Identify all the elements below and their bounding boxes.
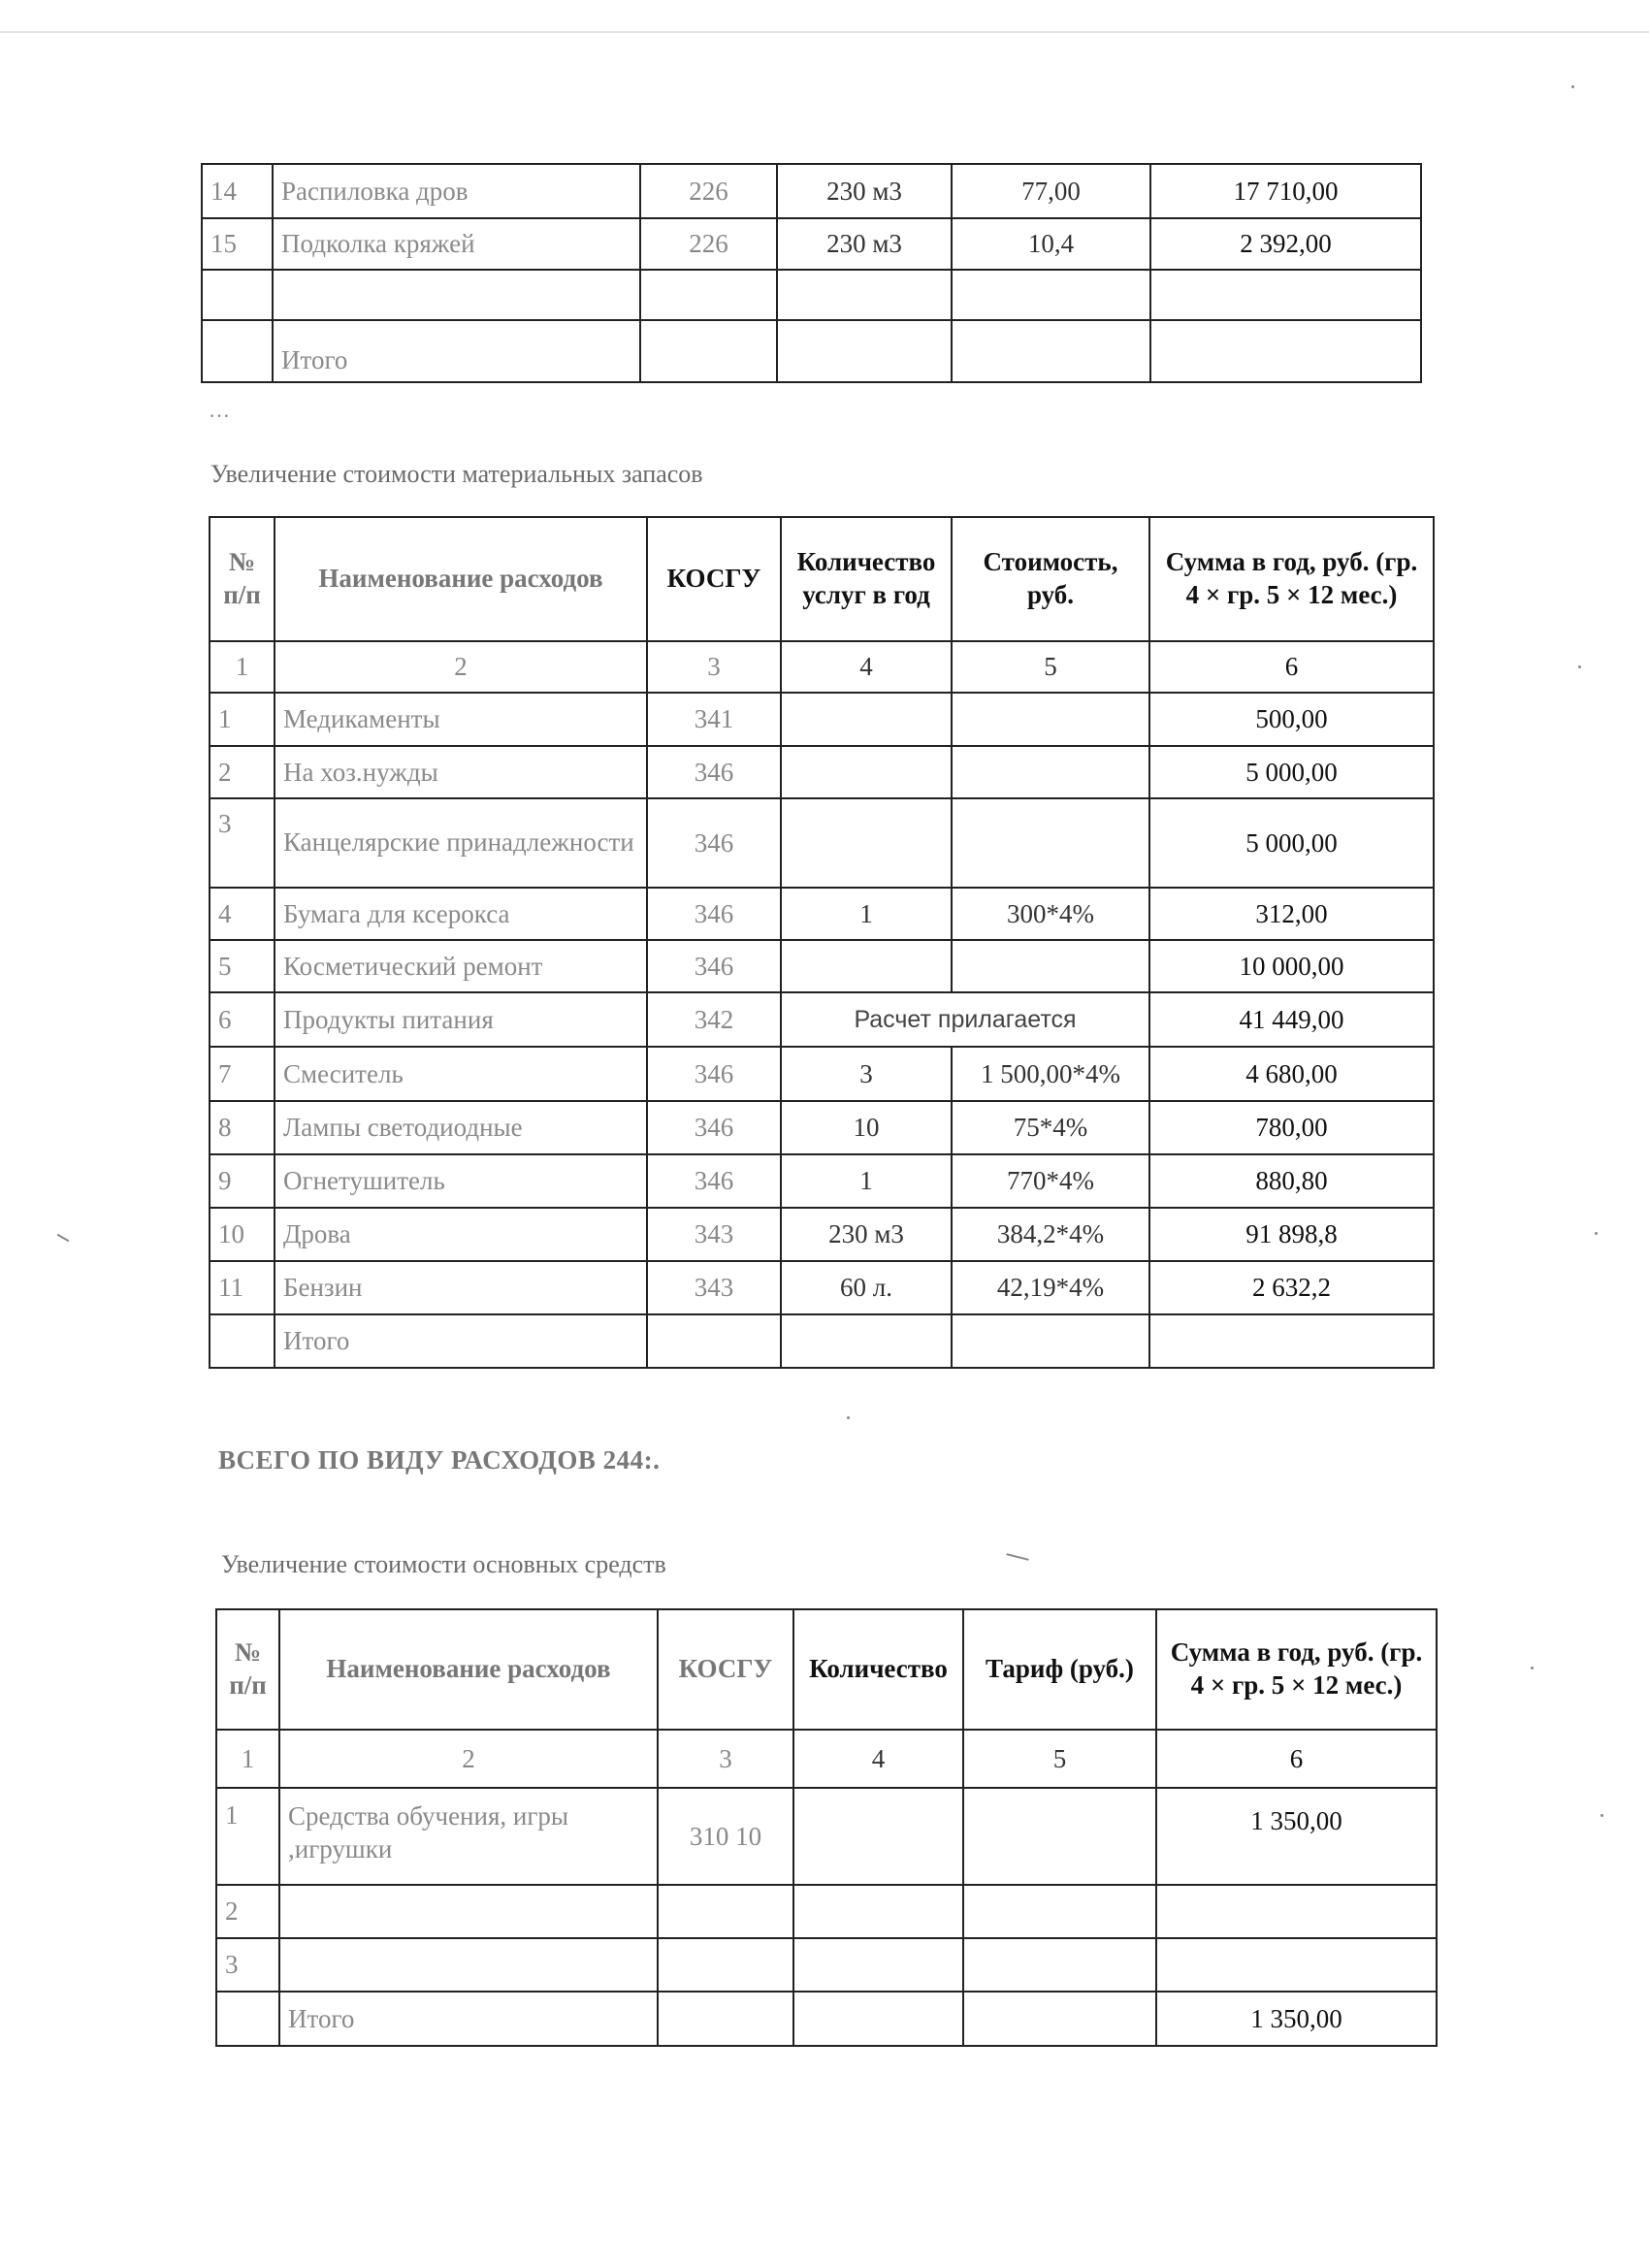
total-row	[202, 320, 1421, 382]
expense-name: Средства обучения, игры ,игрушки	[279, 1788, 658, 1885]
column-number-row	[210, 641, 1434, 693]
scan-speck	[1531, 1667, 1534, 1669]
kosgu-cell: 342	[647, 992, 781, 1047]
quantity-cell: 1	[781, 1154, 952, 1208]
table-row	[210, 940, 1434, 992]
quantity-cell	[781, 693, 952, 746]
row-number: 3	[216, 1938, 279, 1992]
kosgu-cell	[658, 1885, 793, 1938]
expense-name: Подколка кряжей	[273, 218, 640, 270]
scan-speck	[1578, 665, 1581, 668]
scan-speck	[1571, 85, 1574, 88]
table-row	[210, 746, 1434, 798]
row-number: 1	[210, 693, 275, 746]
price-cell	[952, 270, 1150, 320]
row-number: 2	[210, 746, 275, 798]
quantity-cell	[793, 1938, 963, 1992]
quantity-cell	[781, 798, 952, 888]
sum-cell: 4 680,00	[1149, 1047, 1434, 1101]
price-cell: 1 500,00*4%	[952, 1047, 1149, 1101]
kosgu-cell: 346	[647, 1101, 781, 1154]
table-row	[216, 1788, 1437, 1885]
quantity-cell	[781, 746, 952, 798]
sum-cell: 1 350,00	[1156, 1992, 1437, 2046]
price-cell: 384,2*4%	[952, 1208, 1149, 1261]
ellipsis-mark: …	[209, 398, 230, 422]
quantity-cell	[793, 1788, 963, 1885]
expense-name: Бумага для ксерокса	[275, 888, 647, 940]
price-cell: 10,4	[952, 218, 1150, 270]
header-quantity: Количество	[793, 1609, 963, 1730]
sum-cell: 5 000,00	[1149, 746, 1434, 798]
quantity-cell: 230 м3	[781, 1208, 952, 1261]
row-number: 4	[210, 888, 275, 940]
kosgu-cell: 346	[647, 1047, 781, 1101]
header-row	[210, 517, 1434, 641]
kosgu-cell: 310 10	[658, 1788, 793, 1885]
sum-cell: 41 449,00	[1149, 992, 1434, 1047]
expense-name	[279, 1885, 658, 1938]
header-sum: Сумма в год, руб. (гр. 4 × гр. 5 × 12 мес.)	[1156, 1609, 1437, 1730]
row-number	[202, 270, 273, 320]
total-expense-type-244: ВСЕГО ПО ВИДУ РАСХОДОВ 244:.	[218, 1445, 661, 1474]
kosgu-cell	[647, 1314, 781, 1368]
row-number: 3	[210, 798, 275, 888]
sum-cell: 5 000,00	[1149, 798, 1434, 888]
column-number: 2	[275, 641, 647, 693]
expense-name: Медикаменты	[275, 693, 647, 746]
quantity-cell	[777, 320, 952, 382]
sum-cell: 880,80	[1149, 1154, 1434, 1208]
price-cell	[952, 1314, 1149, 1368]
row-number: 6	[210, 992, 275, 1047]
table-row	[210, 798, 1434, 888]
expense-name: Дрова	[275, 1208, 647, 1261]
kosgu-cell: 346	[647, 746, 781, 798]
expense-name: Распиловка дров	[273, 164, 640, 218]
row-number	[216, 1992, 279, 2046]
tariff-cell	[963, 1885, 1156, 1938]
sum-cell: 1 350,00	[1156, 1788, 1437, 1885]
scan-stroke	[56, 1234, 69, 1243]
kosgu-cell	[658, 1992, 793, 2046]
row-number: 1	[216, 1788, 279, 1885]
column-number: 6	[1149, 641, 1434, 693]
price-cell	[952, 693, 1149, 746]
header-quantity: Количество услуг в год	[781, 517, 952, 641]
column-number: 1	[210, 641, 275, 693]
header-number: № п/п	[216, 1609, 279, 1730]
sum-cell: 312,00	[1149, 888, 1434, 940]
expense-name: Смеситель	[275, 1047, 647, 1101]
table-row	[210, 1261, 1434, 1314]
row-number: 11	[210, 1261, 275, 1314]
column-number: 5	[952, 641, 1149, 693]
table-row	[210, 693, 1434, 746]
expense-name: Канцелярские принадлежности	[275, 798, 647, 888]
column-number-row	[216, 1730, 1437, 1788]
row-number	[202, 320, 273, 382]
quantity-cell	[793, 1992, 963, 2046]
header-kosgu: КОСГУ	[658, 1609, 793, 1730]
row-number	[210, 1314, 275, 1368]
sum-cell: 17 710,00	[1150, 164, 1421, 218]
quantity-cell: 230 м3	[777, 164, 952, 218]
quantity-cell: 3	[781, 1047, 952, 1101]
header-number: № п/п	[210, 517, 275, 641]
row-number: 14	[202, 164, 273, 218]
total-label: Итого	[273, 320, 640, 382]
quantity-cell: 60 л.	[781, 1261, 952, 1314]
quantity-cell	[781, 940, 952, 992]
sum-cell	[1156, 1938, 1437, 1992]
sum-cell: 10 000,00	[1149, 940, 1434, 992]
sum-cell	[1150, 320, 1421, 382]
header-kosgu: КОСГУ	[647, 517, 781, 641]
table-row	[210, 1208, 1434, 1261]
kosgu-cell: 346	[647, 1154, 781, 1208]
header-row	[216, 1609, 1437, 1730]
sum-cell: 91 898,8	[1149, 1208, 1434, 1261]
sum-cell	[1156, 1885, 1437, 1938]
column-number: 4	[793, 1730, 963, 1788]
header-price: Стоимость, руб.	[952, 517, 1149, 641]
tariff-cell	[963, 1788, 1156, 1885]
total-row	[210, 1314, 1434, 1368]
scan-edge-line	[0, 31, 1649, 33]
total-row	[216, 1992, 1437, 2046]
scan-speck	[1600, 1814, 1603, 1817]
kosgu-cell: 226	[640, 164, 777, 218]
expense-name: Продукты питания	[275, 992, 647, 1047]
kosgu-cell: 341	[647, 693, 781, 746]
table-row	[216, 1885, 1437, 1938]
tariff-cell	[963, 1992, 1156, 2046]
materials-heading: Увеличение стоимости материальных запасов	[210, 460, 703, 488]
price-cell: 300*4%	[952, 888, 1149, 940]
kosgu-cell	[640, 270, 777, 320]
table-row	[210, 1154, 1434, 1208]
price-cell: 42,19*4%	[952, 1261, 1149, 1314]
header-tariff: Тариф (руб.)	[963, 1609, 1156, 1730]
total-label: Итого	[275, 1314, 647, 1368]
fixed-assets-table	[215, 1608, 1438, 2047]
quantity-cell: 1	[781, 888, 952, 940]
sum-cell: 2 632,2	[1149, 1261, 1434, 1314]
header-sum: Сумма в год, руб. (гр. 4 × гр. 5 × 12 мес.)	[1149, 517, 1434, 641]
price-cell	[952, 746, 1149, 798]
column-number: 1	[216, 1730, 279, 1788]
expense-name: Огнетушитель	[275, 1154, 647, 1208]
table-row	[210, 1047, 1434, 1101]
kosgu-cell: 346	[647, 940, 781, 992]
expense-name: Бензин	[275, 1261, 647, 1314]
column-number: 6	[1156, 1730, 1437, 1788]
quantity-cell: 10	[781, 1101, 952, 1154]
kosgu-cell: 226	[640, 218, 777, 270]
fixed-assets-heading: Увеличение стоимости основных средств	[221, 1550, 666, 1578]
header-name: Наименование расходов	[275, 517, 647, 641]
table-row	[202, 270, 1421, 320]
calculation-attached-note: Расчет прилагается	[781, 992, 1149, 1047]
scan-stroke	[1006, 1553, 1029, 1561]
scan-speck	[1595, 1232, 1598, 1235]
row-number: 2	[216, 1885, 279, 1938]
total-label: Итого	[279, 1992, 658, 2046]
kosgu-cell: 346	[647, 888, 781, 940]
expense-name	[273, 270, 640, 320]
scan-speck	[847, 1416, 850, 1419]
kosgu-cell: 346	[647, 798, 781, 888]
column-number: 3	[658, 1730, 793, 1788]
table-row	[210, 992, 1434, 1047]
table-row	[202, 164, 1421, 218]
price-cell	[952, 940, 1149, 992]
price-cell	[952, 798, 1149, 888]
quantity-cell	[781, 1314, 952, 1368]
sum-cell	[1150, 270, 1421, 320]
kosgu-cell: 343	[647, 1261, 781, 1314]
expense-name: На хоз.нужды	[275, 746, 647, 798]
table-row	[202, 218, 1421, 270]
quantity-cell: 230 м3	[777, 218, 952, 270]
table-row	[210, 888, 1434, 940]
price-cell: 770*4%	[952, 1154, 1149, 1208]
sum-cell: 780,00	[1149, 1101, 1434, 1154]
kosgu-cell: 343	[647, 1208, 781, 1261]
row-number: 8	[210, 1101, 275, 1154]
header-name: Наименование расходов	[279, 1609, 658, 1730]
tariff-cell	[963, 1938, 1156, 1992]
quantity-cell	[793, 1885, 963, 1938]
kosgu-cell	[640, 320, 777, 382]
row-number: 15	[202, 218, 273, 270]
row-number: 7	[210, 1047, 275, 1101]
materials-table	[209, 516, 1435, 1369]
table-row	[210, 1101, 1434, 1154]
top-services-table	[201, 163, 1422, 383]
sum-cell	[1149, 1314, 1434, 1368]
column-number: 4	[781, 641, 952, 693]
expense-name	[279, 1938, 658, 1992]
expense-name: Лампы светодиодные	[275, 1101, 647, 1154]
kosgu-cell	[658, 1938, 793, 1992]
row-number: 5	[210, 940, 275, 992]
row-number: 10	[210, 1208, 275, 1261]
sum-cell: 2 392,00	[1150, 218, 1421, 270]
column-number: 3	[647, 641, 781, 693]
price-cell: 77,00	[952, 164, 1150, 218]
column-number: 5	[963, 1730, 1156, 1788]
price-cell	[952, 320, 1150, 382]
sum-cell: 500,00	[1149, 693, 1434, 746]
price-cell: 75*4%	[952, 1101, 1149, 1154]
row-number: 9	[210, 1154, 275, 1208]
column-number: 2	[279, 1730, 658, 1788]
table-row	[216, 1938, 1437, 1992]
expense-name: Косметический ремонт	[275, 940, 647, 992]
quantity-cell	[777, 270, 952, 320]
